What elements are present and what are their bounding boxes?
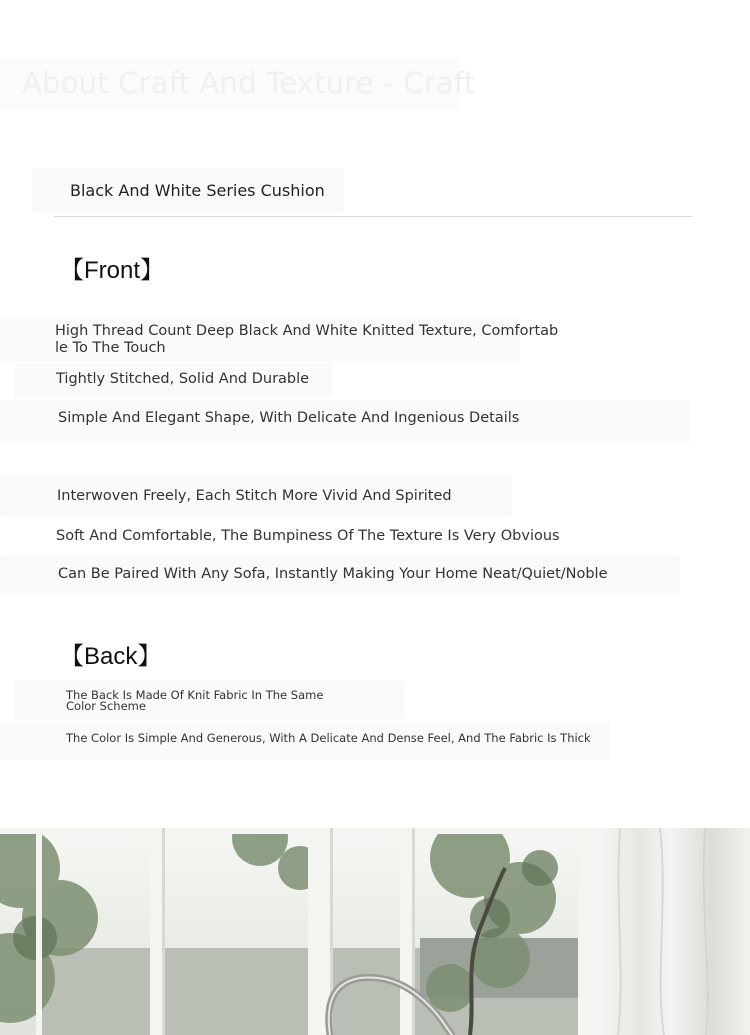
product-photo	[0, 828, 750, 1035]
back-heading: 【Back】	[60, 643, 162, 670]
front-line: Soft And Comfortable, The Bumpiness Of The Texture Is Very Obvious	[56, 528, 560, 544]
front-line: High Thread Count Deep Black And White Knitted Texture, Comfortab	[55, 323, 559, 339]
back-line: The Back Is Made Of Knit Fabric In The Same	[66, 688, 324, 702]
divider	[54, 216, 693, 217]
product-subtitle: Black And White Series Cushion	[70, 181, 325, 200]
back-line: The Color Is Simple And Generous, With A Delicate And Dense Feel, And The Fabric Is Thick	[66, 731, 591, 745]
front-line: Can Be Paired With Any Sofa, Instantly Making Your Home Neat/Quiet/Noble	[58, 566, 608, 582]
front-line: le To The Touch	[55, 340, 166, 356]
front-heading: 【Front】	[60, 257, 165, 284]
page-title: About Craft And Texture - Craft	[22, 66, 476, 100]
window-scene-image	[0, 828, 750, 1035]
front-line: Interwoven Freely, Each Stitch More Vivid And Spirited	[57, 488, 452, 504]
front-line: Simple And Elegant Shape, With Delicate And Ingenious Details	[58, 410, 520, 426]
front-line: Tightly Stitched, Solid And Durable	[56, 371, 310, 387]
back-line: Color Scheme	[66, 699, 146, 713]
